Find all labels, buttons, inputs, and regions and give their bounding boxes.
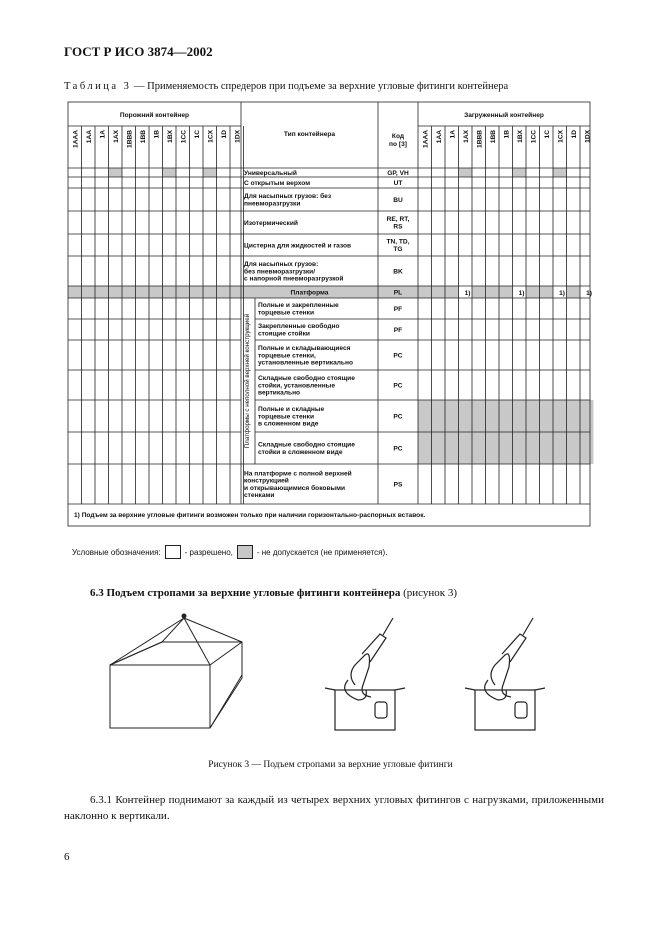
col-code-label: 1CX: [557, 130, 565, 143]
denied-cell: [163, 286, 177, 298]
col-code-label: 1AA: [435, 130, 443, 144]
denied-cell: [217, 286, 231, 298]
denied-cell: [203, 168, 217, 177]
page-header: ГОСТ Р ИСО 3874—2002: [64, 44, 213, 59]
denied-cell: [499, 432, 513, 464]
row-code: GP, VH: [387, 169, 409, 177]
col-code-label: 1AAA: [72, 130, 80, 148]
legend-allowed-box: [165, 545, 181, 559]
denied-cell: [445, 432, 459, 464]
row-type-label: торцевые стенки: [258, 309, 315, 317]
denied-cell: [526, 432, 540, 464]
figure-caption: Рисунок 3 — Подъем стропами за верхние угловые фитинги: [208, 760, 453, 770]
row-type-label: стойки, установленные: [258, 382, 335, 390]
row-type-label: Для насыпных грузов:: [244, 261, 319, 269]
row-type-label: На платформе с полной верхней: [244, 470, 352, 478]
col-code-label: 1D: [220, 130, 228, 139]
table-caption: [64, 81, 508, 92]
denied-cell: [136, 286, 150, 298]
col-code-label: 1AAA: [422, 130, 430, 148]
row-type-label: С открытым верхом: [244, 179, 311, 187]
denied-cell: [149, 286, 163, 298]
empty-header: Порожний контейнер: [119, 112, 190, 119]
row-code: PS: [393, 481, 403, 489]
denied-cell: [553, 432, 567, 464]
row-code: PL: [393, 289, 403, 297]
col-code-label: 1AA: [85, 130, 93, 144]
col-code-label: 1BX: [166, 130, 174, 143]
fitting-hook-right: [465, 618, 545, 730]
denied-cell: [432, 432, 446, 464]
table-caption-prefix: Таблица 3: [64, 81, 132, 92]
row-type-label: торцевые стенки: [258, 413, 315, 421]
row-type-label: Складные свободно стоящие: [258, 441, 355, 449]
denied-cell: [432, 400, 446, 432]
row-type-label: стоящие стойки: [258, 330, 310, 338]
row-type-label: Изотермический: [244, 219, 298, 227]
row-type-label: Платформа: [290, 289, 329, 297]
col-code-label: 1CC: [180, 130, 188, 144]
row-type-label: стенками: [244, 492, 275, 500]
denied-cell: [203, 286, 217, 298]
row-code: BU: [393, 196, 403, 204]
col-code-label: 1BX: [516, 130, 524, 143]
row-type-label: конструкцией: [244, 477, 289, 485]
type-header: Тип контейнера: [283, 131, 336, 138]
footnote-mark: 1): [464, 290, 471, 297]
denied-cell: [95, 286, 109, 298]
denied-cell: [445, 400, 459, 432]
denied-cell: [82, 286, 96, 298]
denied-cell: [540, 400, 554, 432]
col-code-label: 1BB: [139, 130, 147, 144]
col-code-label: 1DX: [234, 130, 242, 143]
row-code: RS: [393, 223, 403, 231]
denied-cell: [567, 286, 581, 298]
denied-cell: [459, 400, 473, 432]
denied-cell: [163, 168, 177, 177]
code-header: по [3]: [389, 141, 407, 148]
denied-cell: [513, 400, 527, 432]
table-caption-text: — Применяемость спредеров при подъеме за верхние угловые фитинги контейнера: [131, 81, 509, 92]
loaded-header: Загруженный контейнер: [464, 112, 544, 119]
row-code: TN, TD,: [386, 238, 410, 246]
denied-cell: [459, 168, 473, 177]
figure-3: [100, 610, 560, 755]
fitting-hook-left: [325, 618, 405, 730]
page-number: 6: [64, 851, 70, 863]
code-header: Код: [391, 133, 405, 140]
denied-cell: [567, 432, 581, 464]
row-type-label: вертикально: [258, 389, 301, 397]
denied-cell: [553, 168, 567, 177]
denied-cell: [513, 432, 527, 464]
denied-cell: [459, 432, 473, 464]
denied-cell: [486, 400, 500, 432]
denied-cell: [418, 432, 432, 464]
col-code-label: 1DX: [584, 130, 592, 143]
col-code-label: 1B: [153, 130, 161, 139]
col-code-label: 1BBB: [476, 130, 484, 148]
table-footnote: 1) Подъем за верхние угловые фитинги возможен только при наличии горизонтально-распорных вставок.: [74, 512, 426, 519]
denied-cell: [68, 286, 82, 298]
row-type-label: Полные и закрепленные: [258, 302, 339, 310]
footnote-mark: 1): [518, 290, 525, 297]
col-code-label: 1A: [99, 130, 107, 139]
col-code-label: 1A: [449, 130, 457, 139]
footnote-mark: 1): [559, 290, 565, 297]
denied-cell: [526, 400, 540, 432]
col-code-label: 1BBB: [126, 130, 134, 148]
row-code: PC: [393, 413, 403, 421]
section-heading: [90, 587, 457, 599]
paragraph-6-3-1: 6.3.1 Контейнер поднимают за каждый из четырех верхних угловых фитингов с нагрузками, приложенными наклонно к вертикали.: [64, 794, 604, 822]
row-type-label: в сложенном виде: [258, 420, 319, 428]
denied-cell: [109, 168, 123, 177]
col-code-label: 1AX: [462, 130, 470, 143]
denied-cell: [580, 400, 594, 432]
denied-cell: [513, 168, 527, 177]
denied-cell: [418, 400, 432, 432]
row-code: TG: [393, 246, 403, 254]
row-code: PC: [393, 445, 403, 453]
col-code-label: 1CC: [530, 130, 538, 144]
denied-cell: [486, 286, 500, 298]
denied-cell: [472, 432, 486, 464]
row-code: BK: [393, 268, 403, 276]
row-type-label: торцевые стенки,: [258, 352, 316, 360]
col-code-label: 1AX: [112, 130, 120, 143]
row-code: UT: [393, 179, 403, 187]
row-type-label: стойки в сложенном виде: [258, 448, 343, 456]
denied-cell: [580, 432, 594, 464]
row-code: PF: [393, 305, 403, 313]
section-number: 6.3: [90, 587, 104, 599]
legend-prefix: Условные обозначения:: [72, 547, 161, 557]
col-code-label: 1C: [543, 130, 551, 139]
row-type-label: Универсальный: [244, 169, 297, 177]
container-table: [68, 102, 590, 534]
container-box-drawing: [110, 614, 242, 728]
col-code-label: 1D: [570, 130, 578, 139]
footnote-mark: 1): [586, 290, 592, 297]
platform-group-label: Платформы с неполной верхней конструкцией: [244, 313, 251, 449]
denied-cell: [445, 286, 459, 298]
denied-cell: [499, 286, 513, 298]
denied-cell: [486, 432, 500, 464]
denied-cell: [526, 286, 540, 298]
col-code-label: 1B: [503, 130, 511, 139]
col-code-label: 1CX: [207, 130, 215, 143]
denied-cell: [418, 286, 432, 298]
row-type-label: с напорной пневморазгрузкой: [244, 275, 344, 283]
row-type-label: без пневморазгрузки/: [244, 268, 316, 276]
legend-allowed: - разрешено,: [184, 547, 233, 557]
row-type-label: установленные вертикально: [258, 359, 353, 367]
row-type-label: и открывающимися боковыми: [244, 484, 346, 492]
denied-cell: [553, 400, 567, 432]
col-code-label: 1C: [193, 130, 201, 139]
section-tail: (рисунок 3): [400, 587, 458, 599]
section-title: Подъем стропами за верхние угловые фитинги контейнера: [106, 587, 401, 599]
row-type-label: Полные и складывающиеся: [258, 345, 351, 353]
denied-cell: [499, 400, 513, 432]
denied-cell: [122, 286, 136, 298]
denied-cell: [472, 286, 486, 298]
denied-cell: [176, 286, 190, 298]
legend: [72, 545, 387, 559]
denied-cell: [567, 400, 581, 432]
legend-denied: - не допускается (не применяется).: [256, 547, 388, 557]
denied-cell: [540, 286, 554, 298]
denied-cell: [472, 400, 486, 432]
row-code: PC: [393, 352, 403, 360]
row-code: PC: [393, 382, 403, 390]
denied-cell: [190, 286, 204, 298]
legend-denied-box: [237, 545, 253, 559]
col-code-label: 1BB: [489, 130, 497, 144]
denied-cell: [432, 286, 446, 298]
row-type-label: Закрепленные свободно: [258, 323, 340, 331]
denied-cell: [540, 432, 554, 464]
row-type-label: Складные свободно стоящие: [258, 375, 355, 383]
row-code: PF: [393, 326, 403, 334]
row-type-label: Цистерна для жидкостей и газов: [244, 242, 352, 250]
row-type-label: Полные и складные: [258, 406, 325, 414]
row-code: RE, RT,: [386, 216, 410, 223]
row-type-label: пневморазгрузки: [244, 200, 301, 208]
row-type-label: Для насыпных грузов: без: [244, 193, 332, 201]
denied-cell: [109, 286, 123, 298]
